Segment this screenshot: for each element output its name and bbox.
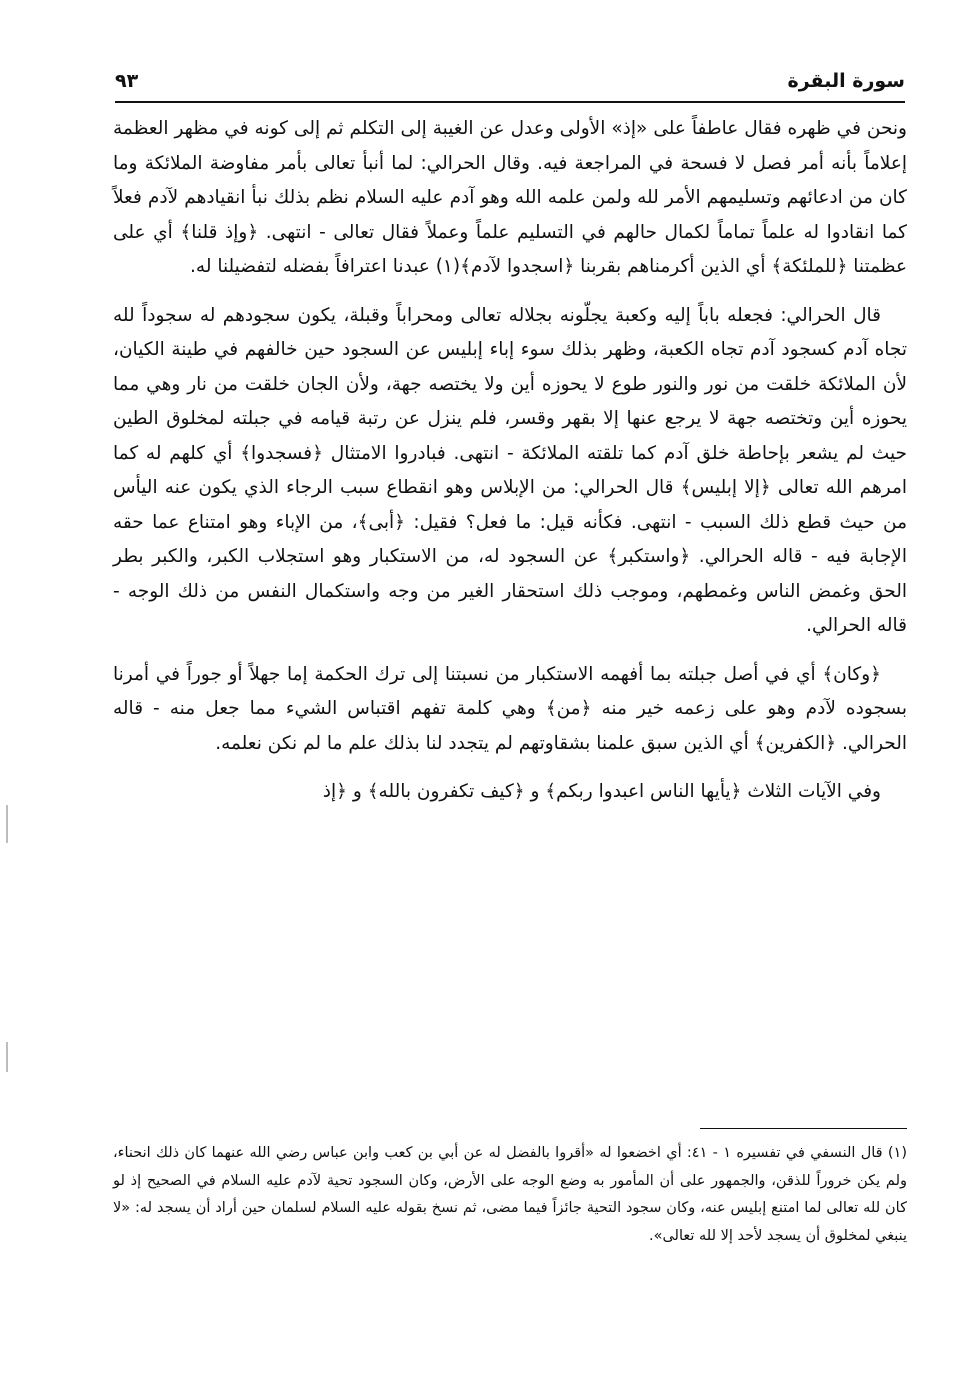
main-text: [113, 112, 907, 824]
scan-edge-mark: [6, 1042, 8, 1072]
surah-title: سورة البقرة: [787, 70, 905, 92]
page-number: ٩٣: [115, 70, 139, 92]
running-header: [115, 66, 905, 100]
footnote-text: (١) قال النسفي في تفسيره ١ - ٤١: أي اخضعوا له «أقروا بالفضل له عن أبي بن كعب وابن عباس رضي الله عنهما كان ذلك انحناء، ولم يكن خروراً للذقن، والجمهور على أن المأمور به وضع الوجه على الأرض، وكان السجود تحية لآدم عليه السلام في الصحيح إذ لو كان لله تعالى لما امتنع إبليس عنه، وكان سجود التحية جائزاً فيما مضى، ثم نسخ بقوله عليه السلام لسلمان حين أراد أن يسجد له: «لا ينبغي لمخلوق أن يسجد لأحد إلا لله تعالى».: [113, 1145, 908, 1244]
paragraph-4: وفي الآيات الثلاث ﴿يأيها الناس اعبدوا ربكم﴾ و ﴿كيف تكفرون بالله﴾ و ﴿إذ: [322, 781, 881, 802]
paragraph-3: ﴿وكان﴾ أي في أصل جبلته بما أفهمه الاستكبار من نسبتنا إلى ترك الحكمة إما جهلاً أو جوراً في أمرنا بسجوده لآدم وهو على زعمه خير منه ﴿من﴾ وهي كلمة تفهم اقتباس الشيء مما جعل منه - قاله الحرالي. ﴿الكفرين﴾ أي الذين سبق علمنا بشقاوتهم لم يتجدد لنا بذلك علم ما لم نكن نعلمه.: [113, 663, 907, 754]
header-divider: [115, 101, 905, 103]
footnote: [113, 1140, 907, 1250]
footnote-divider: [700, 1128, 907, 1129]
scan-edge-mark: [6, 805, 8, 843]
paragraph-2: قال الحرالي: فجعله باباً إليه وكعبة يجلّونه بجلاله تعالى ومحراباً وقبلة، يكون سجودهم له سجوداً لله تجاه آدم كسجود آدم تجاه الكعبة، وظهر بذلك سوء إباء إبليس عن السجود حين خالفهم في طينة الكيان، لأن الملائكة خلقت من نور والنور طوع لا يحوزه أين ولا يختصه جهة، ولأن الجان خلقت من نار وهي مما يحوزه أين وتختصه جهة لا يرجع عنها إلا بقهر وقسر، فلم ينزل عن رتبة قيامه في جبلته لمخلوق الطين حيث لم يشعر بإحاطة خلق آدم كما تلقته الملائكة - انتهى. فبادروا الامتثال ﴿فسجدوا﴾ أي كلهم له كما امرهم الله تعالى ﴿إلا إبليس﴾ قال الحرالي: من الإبلاس وهو انقطاع سبب الرجاء الذي يكون عنه اليأس من حيث قطع ذلك السبب - انتهى. فكأنه قيل: ما فعل؟ فقيل: ﴿أبى﴾، من الإباء وهو امتناع عما حقه الإجابة فيه - قاله الحرالي. ﴿واستكبر﴾ عن السجود له، من الاستكبار وهو استجلاب الكبر، والكبر بطر الحق وغمض الناس وغمطهم، وموجب ذلك استحقار الغير من وجه واستكمال النفس من ذلك الوجه - قاله الحرالي.: [113, 304, 907, 636]
paragraph-1: ونحن في ظهره فقال عاطفاً على «إذ» الأولى وعدل عن الغيبة إلى التكلم ثم إلى كونه في مظهر العظمة إعلاماً بأنه أمر فصل لا فسحة في المراجعة فيه. وقال الحرالي: لما أنبأ تعالى بأمر مفاوضة الملائكة وما كان من ادعائهم وتسليمهم الأمر لله ولمن علمه الله وهو آدم عليه السلام نظم بذلك نبأ انقيادهم لآدم فعلاً كما انقادوا له علماً تماماً لكمال حالهم في التسليم علماً وعملاً فقال تعالى - انتهى. ﴿وإذ قلنا﴾ أي على عظمتنا ﴿للملئكة﴾ أي الذين أكرمناهم بقربنا ﴿اسجدوا لآدم﴾(١) عبدنا اعترافاً بفضله لتفضيلنا له.: [113, 118, 907, 277]
